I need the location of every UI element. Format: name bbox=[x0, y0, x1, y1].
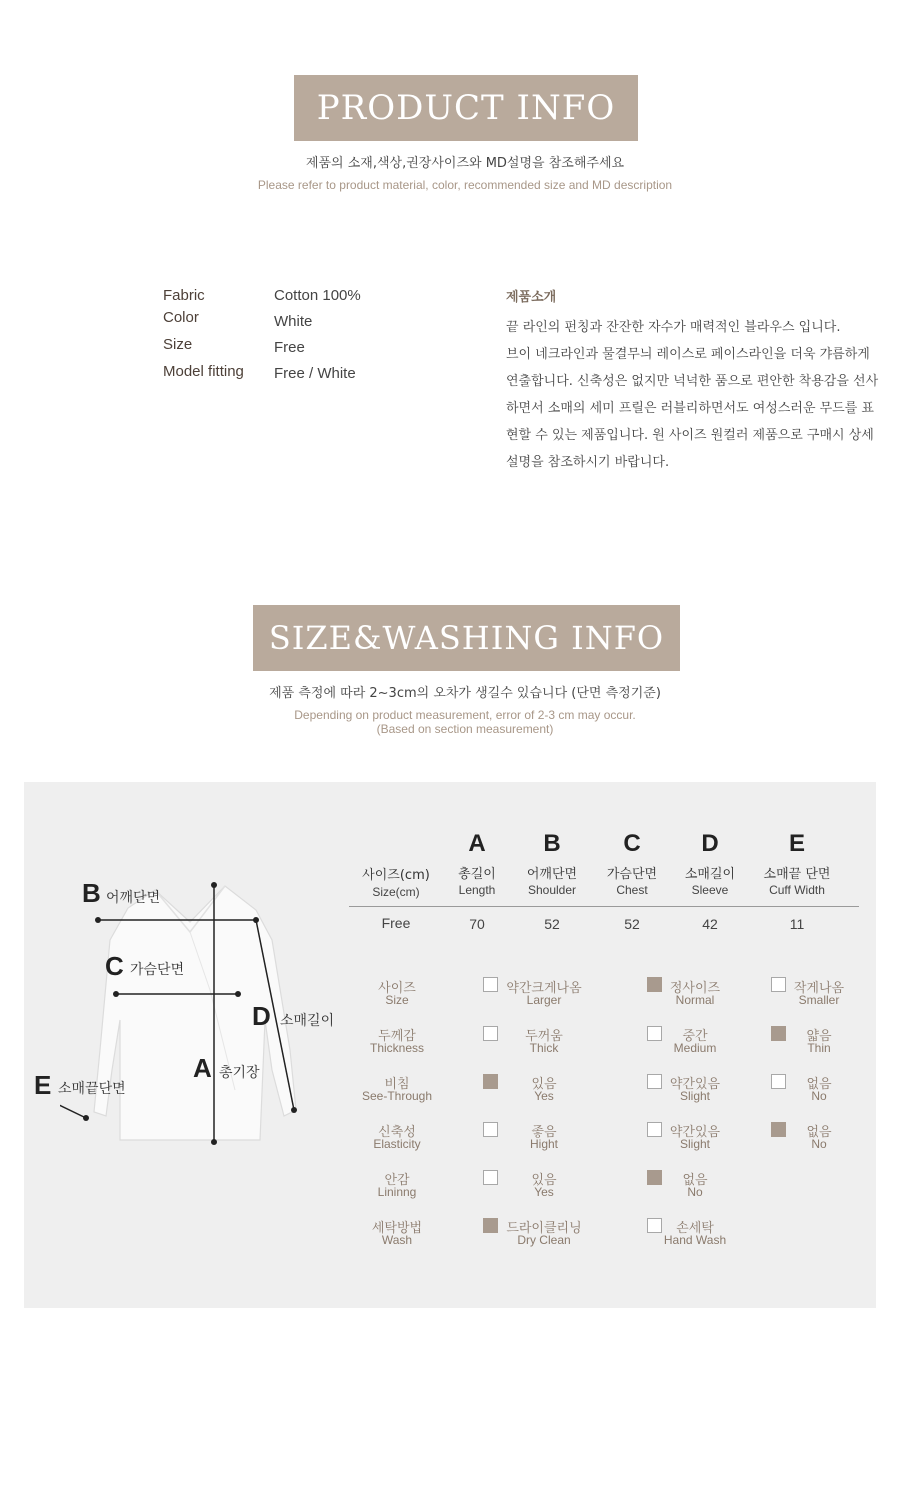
cell-length: 70 bbox=[469, 916, 485, 932]
col-header-length-en: Length bbox=[458, 883, 496, 897]
description-line: 설명을 참조하시기 바랍니다. bbox=[506, 455, 670, 470]
col-header-shoulder-ko: 어깨단면 bbox=[526, 867, 578, 882]
dim-letter: D bbox=[252, 1001, 271, 1031]
spec-value-fabric: Cotton 100% bbox=[274, 287, 361, 304]
option-label-ko: 드라이클리닝 bbox=[506, 1221, 582, 1236]
option-label-en: Dry Clean bbox=[517, 1233, 571, 1247]
category-label-ko: 세탁방법 bbox=[371, 1221, 423, 1236]
category-label-ko: 두께감 bbox=[378, 1029, 416, 1044]
option-label-en: Slight bbox=[679, 1089, 711, 1103]
blouse-diagram bbox=[60, 870, 310, 1160]
option-label-ko: 없음 bbox=[682, 1173, 708, 1188]
dim-label: 소매길이 bbox=[280, 1013, 335, 1029]
option-label-ko: 약간있음 bbox=[669, 1125, 721, 1140]
option-label-ko: 있음 bbox=[531, 1173, 557, 1188]
col-letter-b: B bbox=[543, 830, 561, 857]
dim-label: 소매끝단면 bbox=[58, 1081, 126, 1097]
size-col-header-ko: 사이즈(cm) bbox=[362, 868, 430, 883]
size-info-subtitle-en-2: (Based on section measurement) bbox=[376, 722, 554, 736]
category-label-en: See-Through bbox=[361, 1089, 433, 1103]
option-label-en: No bbox=[687, 1185, 703, 1199]
description-line: 브이 네크라인과 물결무늬 레이스로 페이스라인을 더욱 갸름하게 bbox=[506, 347, 870, 362]
cell-size: Free bbox=[381, 915, 411, 931]
category-label-en: Elasticity bbox=[373, 1137, 421, 1151]
col-header-shoulder-en: Shoulder bbox=[527, 883, 577, 897]
option-label-en: Yes bbox=[534, 1089, 554, 1103]
category-label-en: Wash bbox=[381, 1233, 413, 1247]
dim-label: 가슴단면 bbox=[130, 962, 185, 978]
product-info-subtitle-ko: 제품의 소재,색상,권장사이즈와 MD설명을 참조해주세요 bbox=[305, 156, 625, 171]
option-label-ko: 없음 bbox=[806, 1077, 832, 1092]
cell-cuff: 11 bbox=[789, 916, 805, 932]
product-info-subtitle-en: Please refer to product material, color, recommended size and MD description bbox=[257, 178, 673, 192]
spec-label-model-fitting: Model fitting bbox=[163, 363, 244, 380]
option-label-en: Yes bbox=[534, 1185, 554, 1199]
option-label-ko: 얇음 bbox=[806, 1029, 832, 1044]
option-label-en: Normal bbox=[675, 993, 715, 1007]
option-label-en: Hight bbox=[529, 1137, 558, 1151]
dim-letter: E bbox=[34, 1070, 52, 1100]
category-label-en: Thickness bbox=[369, 1041, 425, 1055]
col-header-sleeve-en: Sleeve bbox=[691, 883, 729, 897]
dim-letter: C bbox=[105, 951, 124, 981]
category-label-ko: 비침 bbox=[384, 1077, 410, 1092]
description-line: 하면서 소매의 세미 프릴은 러블리하면서도 여성스러운 무드를 표 bbox=[506, 401, 874, 416]
option-label-en: Hand Wash bbox=[663, 1233, 727, 1247]
size-col-header-en: Size(cm) bbox=[372, 885, 420, 899]
category-label-ko: 신축성 bbox=[378, 1125, 416, 1140]
size-washing-banner: SIZE&WASHING INFO bbox=[253, 605, 680, 671]
table-divider bbox=[349, 906, 859, 907]
category-label-en: Lininng bbox=[377, 1185, 417, 1199]
dim-letter: A bbox=[193, 1053, 212, 1083]
description-line: 연출합니다. 신축성은 없지만 넉넉한 품으로 편안한 착용감을 선사 bbox=[506, 374, 879, 389]
col-header-sleeve-ko: 소매길이 bbox=[684, 867, 736, 882]
dim-label: 총기장 bbox=[219, 1065, 260, 1081]
option-label-en: No bbox=[811, 1137, 827, 1151]
option-label-ko: 없음 bbox=[806, 1125, 832, 1140]
col-letter-a: A bbox=[468, 830, 486, 857]
spec-value-model-fitting: Free / White bbox=[274, 365, 356, 382]
option-label-ko: 약간크게나옴 bbox=[506, 981, 582, 996]
spec-label-fabric: Fabric bbox=[163, 287, 205, 304]
size-info-subtitle-ko: 제품 측정에 따라 2~3cm의 오차가 생길수 있습니다 (단면 측정기준) bbox=[269, 686, 661, 701]
col-header-chest-ko: 가슴단면 bbox=[606, 867, 658, 882]
dim-label: 어깨단면 bbox=[106, 890, 161, 906]
option-label-en: Medium bbox=[673, 1041, 717, 1055]
option-label-ko: 좋음 bbox=[531, 1125, 557, 1140]
col-letter-c: C bbox=[623, 830, 641, 857]
cell-sleeve: 42 bbox=[702, 916, 718, 932]
option-label-ko: 중간 bbox=[682, 1029, 708, 1044]
cell-chest: 52 bbox=[624, 916, 640, 932]
spec-value-size: Free bbox=[274, 339, 305, 356]
option-label-ko: 약간있음 bbox=[669, 1077, 721, 1092]
dim-letter: B bbox=[82, 878, 101, 908]
description-line: 끝 라인의 펀칭과 잔잔한 자수가 매력적인 블라우스 입니다. bbox=[506, 320, 841, 335]
cell-shoulder: 52 bbox=[544, 916, 560, 932]
option-label-en: Thin bbox=[807, 1041, 831, 1055]
option-label-en: Larger bbox=[526, 993, 562, 1007]
option-label-ko: 두꺼움 bbox=[525, 1029, 563, 1044]
col-header-length-ko: 총길이 bbox=[458, 867, 496, 882]
col-header-cuff-ko: 소매끝 단면 bbox=[763, 867, 831, 882]
option-label-ko: 작게나옴 bbox=[793, 981, 845, 996]
category-label-ko: 사이즈 bbox=[378, 981, 416, 996]
category-label-ko: 안감 bbox=[384, 1173, 410, 1188]
spec-value-color: White bbox=[274, 313, 313, 330]
col-letter-e: E bbox=[788, 830, 805, 857]
description-line: 현할 수 있는 제품입니다. 원 사이즈 원컬러 제품으로 구매시 상세 bbox=[506, 428, 874, 443]
option-label-en: Slight bbox=[679, 1137, 711, 1151]
option-label-ko: 손세탁 bbox=[676, 1221, 714, 1236]
option-label-en: No bbox=[811, 1089, 827, 1103]
description-title: 제품소개 bbox=[506, 290, 557, 305]
product-info-banner: PRODUCT INFO bbox=[294, 75, 638, 141]
option-label-ko: 정사이즈 bbox=[669, 981, 721, 996]
spec-label-color: Color bbox=[163, 309, 199, 326]
col-header-cuff-en: Cuff Width bbox=[769, 883, 825, 897]
option-label-en: Smaller bbox=[798, 993, 840, 1007]
option-label-en: Thick bbox=[529, 1041, 559, 1055]
spec-label-size: Size bbox=[163, 336, 193, 353]
col-header-chest-en: Chest bbox=[616, 883, 648, 897]
size-info-subtitle-en-1: Depending on product measurement, error of 2-3 cm may occur. bbox=[294, 708, 636, 722]
col-letter-d: D bbox=[701, 830, 719, 857]
option-label-ko: 있음 bbox=[531, 1077, 557, 1092]
category-label-en: Size bbox=[385, 993, 409, 1007]
